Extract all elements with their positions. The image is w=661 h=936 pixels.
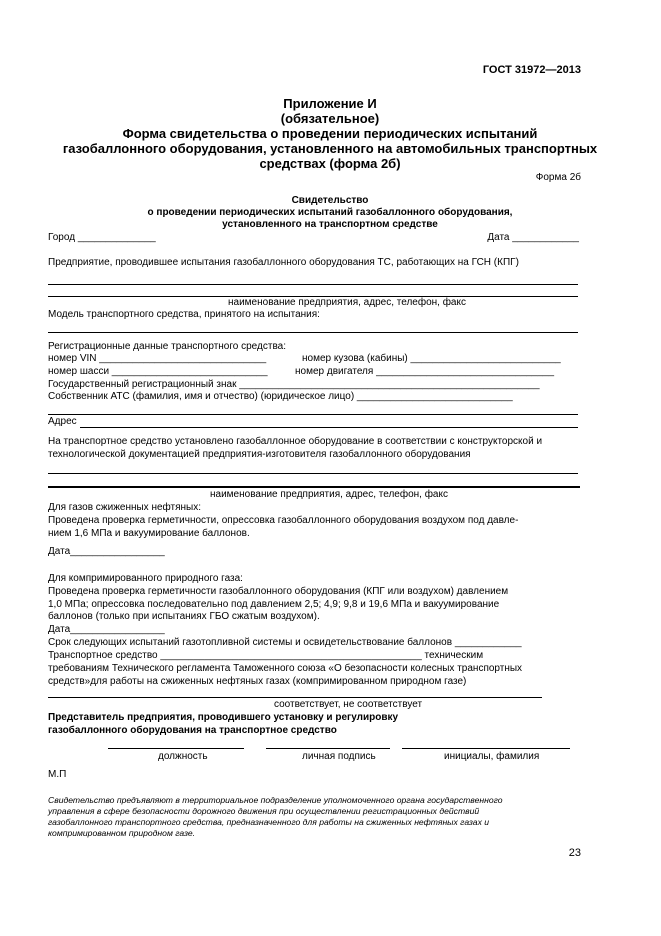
next-test-term-field: Срок следующих испытаний газотопливной системы и освидетельствование баллонов ____________ [48, 637, 522, 648]
form-title-line1: Форма свидетельства о проведении периодических испытаний [122, 126, 538, 141]
installed-caption: наименование предприятия, адрес, телефон, факс [210, 489, 448, 500]
owner-field: Собственник АТС (фамилия, имя и отчество) (юридическое лицо) ____________________________ [48, 391, 513, 402]
vin-field: номер VIN ______________________________ [48, 353, 267, 364]
blank-line [48, 332, 578, 333]
divider-line [48, 486, 580, 488]
state-sign-field: Государственный регистрационный знак ______________________________________________________ [48, 379, 540, 390]
note-line3: газобаллонного транспортного средства, предназначенного для работы на сжиженных нефтяных газах и [48, 817, 490, 827]
certificate-subtitle1: о проведении периодических испытаний газобаллонного оборудования, [147, 207, 513, 218]
representative-label-line2: газобаллонного оборудования на транспортное средство [48, 725, 337, 736]
blank-line [48, 473, 578, 474]
name-caption: инициалы, фамилия [444, 751, 540, 762]
lpg-date-field: Дата_________________ [48, 546, 165, 557]
vehicle-text-line3: средств»для работы на сжиженных нефтяных газах (компримированном природном газе) [48, 676, 467, 687]
conforms-caption: соответствует, не соответствует [274, 699, 423, 710]
representative-label-line1: Представитель предприятия, проводившего установку и регулировку [48, 712, 399, 723]
lpg-text-line2: нием 1,6 МПа и вакуумирование баллонов. [48, 528, 250, 539]
note-line1: Свидетельство предъявляют в территориальное подразделение уполномоченного органа государственного [48, 795, 503, 805]
lpg-text-line1: Проведена проверка герметичности, опрессовка газобаллонного оборудования воздухом под давле- [48, 515, 519, 526]
body-number-field: номер кузова (кабины) ___________________________ [302, 353, 561, 364]
position-caption: должность [158, 751, 208, 762]
cng-date-field: Дата_________________ [48, 624, 165, 635]
name-line [402, 748, 570, 749]
city-field: Город ______________ [48, 232, 156, 243]
cng-text-line3: баллонов (только при испытаниях ГБО сжатым воздухом). [48, 611, 320, 622]
vehicle-text-line2: требованиям Технического регламента Таможенного союза «О безопасности колесных транспортных [48, 663, 523, 674]
certificate-subtitle2: установленного на транспортном средстве [222, 219, 438, 230]
cng-title: Для компримированного природного газа: [48, 573, 243, 584]
stamp-label: М.П [48, 769, 67, 780]
form-title-line3: средствах (форма 2б) [259, 156, 401, 171]
lpg-title: Для газов сжиженных нефтяных: [48, 502, 202, 513]
enterprise-caption: наименование предприятия, адрес, телефон, факс [228, 297, 466, 308]
chassis-field: номер шасси ____________________________ [48, 366, 268, 377]
address-line [80, 427, 578, 428]
appendix-title: Приложение И [283, 96, 377, 111]
certificate-title: Свидетельство [291, 195, 369, 206]
vehicle-field-line1: Транспортное средство _______________________________________________ техническим [48, 650, 484, 661]
cng-text-line1: Проведена проверка герметичности газобаллонного оборудования (КПГ или воздухом) давлением [48, 586, 509, 597]
signature-caption: личная подпись [302, 751, 376, 762]
page-number: 23 [568, 847, 581, 859]
address-label: Адрес [48, 416, 77, 427]
note-line4: компримированном природном газе. [48, 828, 196, 838]
blank-line [48, 414, 578, 415]
standard-number: ГОСТ 31972—2013 [482, 64, 581, 76]
note-line2: управления в сфере безопасности дорожного движения при осуществлении регистрационных действий [48, 806, 480, 816]
registration-label: Регистрационные данные транспортного средства: [48, 341, 286, 352]
form-title-line2: газобаллонного оборудования, установленного на автомобильных транспортных [62, 141, 598, 156]
appendix-mandatory: (обязательное) [280, 111, 380, 126]
installed-text-line2: технологической документацией предприятия-изготовителя газобаллонного оборудования [48, 449, 471, 460]
date-field: Дата ____________ [487, 232, 579, 243]
signature-line [266, 748, 390, 749]
form-label: Форма 2б [535, 172, 581, 183]
installed-text-line1: На транспортное средство установлено газобаллонное оборудование в соответствии с конструкторской и [48, 436, 543, 447]
model-label: Модель транспортного средства, принятого на испытания: [48, 309, 320, 320]
position-line [108, 748, 244, 749]
cng-text-line2: 1,0 МПа; опрессовка последовательно под давлением 2,5; 4,9; 9,8 и 19,6 МПа и вакуумирование [48, 599, 500, 610]
blank-line [48, 284, 578, 285]
enterprise-label: Предприятие, проводившее испытания газобаллонного оборудования ТС, работающих на ГСН (КПГ) [48, 257, 519, 268]
blank-line [48, 697, 542, 698]
engine-number-field: номер двигателя ________________________________ [295, 366, 555, 377]
